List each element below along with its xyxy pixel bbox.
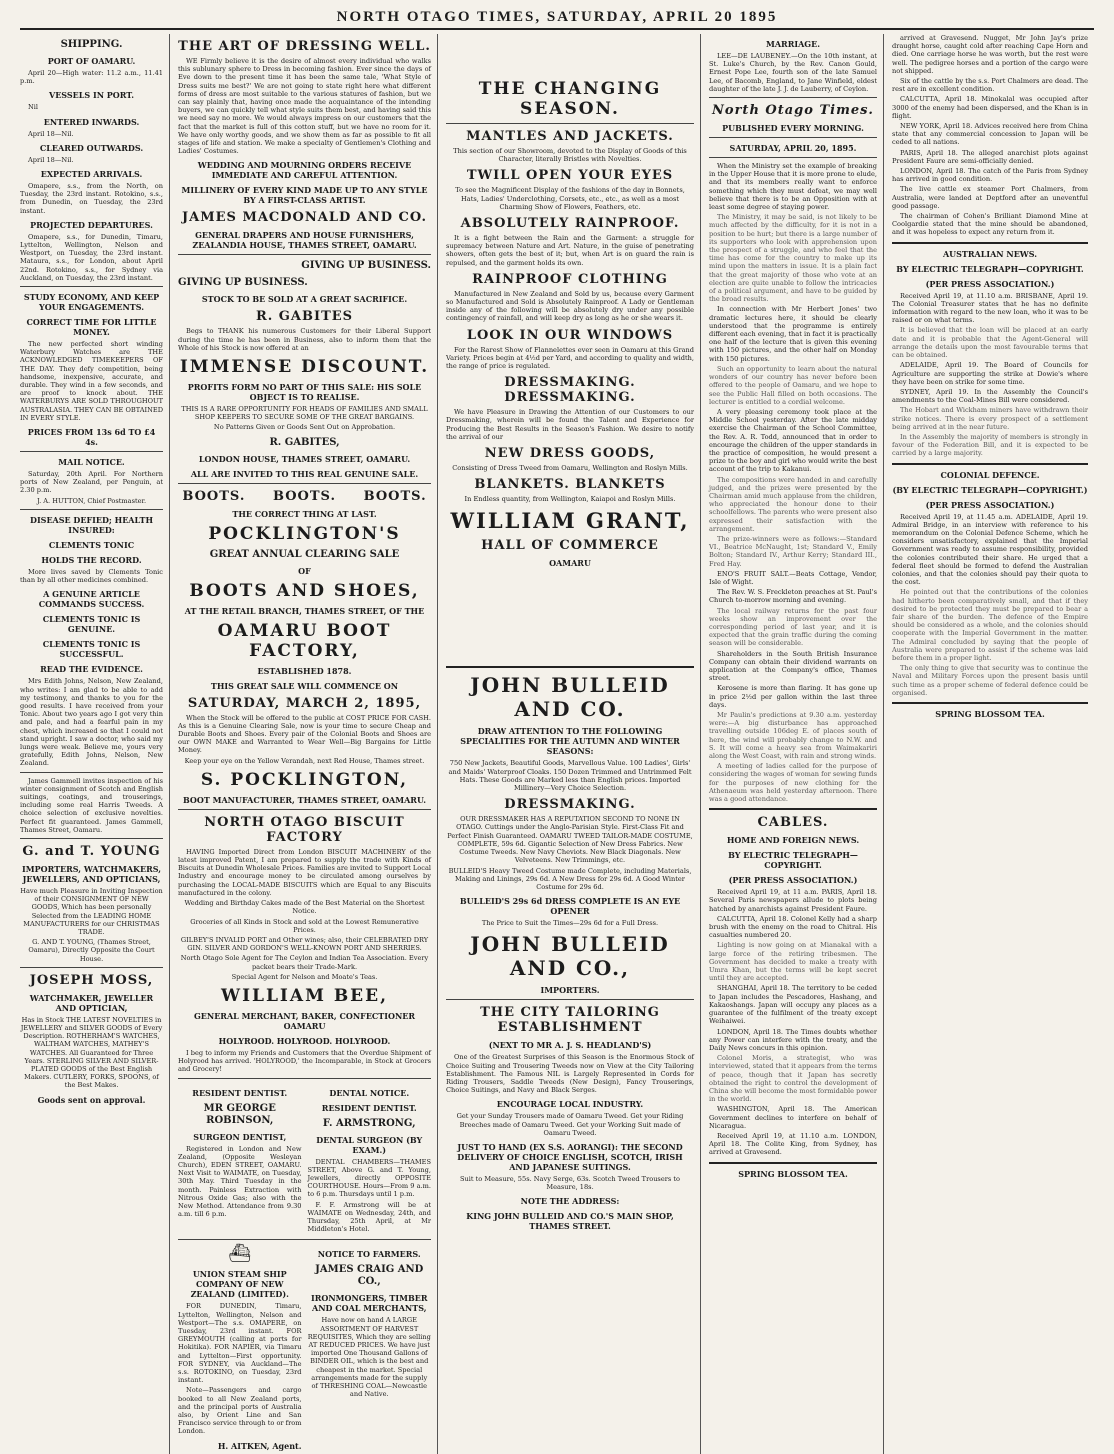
- dental-notice: DENTAL NOTICE.: [329, 1087, 410, 1098]
- suit-price: Suit to Measure, 55s. Navy Serge, 63s. Scotch Tweed Trousers to Measure, 18s.: [460, 1174, 680, 1192]
- vessels-heading: VESSELS IN PORT.: [48, 90, 134, 101]
- windows-heading: LOOK IN OUR WINDOWS: [466, 327, 674, 343]
- newspaper-columns: [20, 34, 1094, 1451]
- craig-sub: IRONMONGERS, TIMBER AND COAL MERCHANTS,: [310, 1293, 428, 1314]
- rainproof-clothing-text: Manufactured in New Zealand and Sold by us, because every Garment so Manufactured and Sold is Absolutely Rainproof. A Lady or Gentleman inside any of the following will be absolutely dry under any possible contingency of rainfall, and will keep dry as long as he or she wears it.: [446, 289, 694, 323]
- column-advertisements-1: [178, 34, 438, 1454]
- boots-and-shoes: BOOTS AND SHOES,: [189, 580, 420, 601]
- bulleid-title-2: JOHN BULLEID AND CO.,: [470, 932, 670, 981]
- pocklington-sub-2: BOOT MANUFACTURER, THAMES STREET, OAMARU.: [183, 794, 426, 805]
- colonial-press: (PER PRESS ASSOCIATION.): [925, 499, 1055, 510]
- clearing-sale: GREAT ANNUAL CLEARING SALE: [209, 548, 400, 560]
- bulleid-sub: DRAW ATTENTION TO THE FOLLOWING SPECIALITIES FOR THE AUTUMN AND WINTER SEASONS:: [460, 726, 680, 757]
- stock-sacrifice: STOCK TO BE SOLD AT A GREAT SACRIFICE.: [201, 294, 408, 305]
- armstrong-text: DENTAL CHAMBERS—THAMES STREET, Above G. and T. Young, Jewellers, directly OPPOSITE COURTHOUSE. Hours—From 9 a.m. to 6 p.m. Thursdays until 1 p.m.: [307, 1157, 431, 1199]
- sale-date: SATURDAY, MARCH 2, 1895,: [187, 695, 422, 711]
- robinson-sub: SURGEON DENTIST,: [193, 1131, 287, 1142]
- tailoring-text: One of the Greatest Surprises of this Season is the Enormous Stock of Choice Suiting and Trousering Tweeds now on View at the City Tailoring Establishment. The Famous NIL is Largely Represented in Cords for Riding Trousers, Saddle Tweeds (New Design), Fancy Trouserings, Choice Suitings, and Navy and Black Serges.: [446, 1053, 694, 1095]
- encourage-heading: ENCOURAGE LOCAL INDUSTRY.: [496, 1099, 644, 1110]
- disease-heading: DISEASE DEFIED; HEALTH INSURED:: [30, 514, 153, 535]
- profits-text: PROFITS FORM NO PART OF THIS SALE: HIS SOLE OBJECT IS TO REALISE.: [187, 382, 422, 403]
- genuine-heading: A GENUINE ARTICLE COMMANDS SUCCESS.: [38, 589, 145, 610]
- boots-row: BOOTS. BOOTS. BOOTS.: [182, 488, 427, 504]
- cables-text-4: LONDON, April 18. The Times doubts whether any Power can interfere with the treaty, and the Daily News concurs in this opinion.: [709, 1027, 877, 1052]
- aitken-agent: H. AITKEN, Agent.: [217, 1440, 302, 1451]
- cables-text-6: Received April 19, at 11.10 a.m. LONDON, April 18. The Colite King, from Sydney, has arrived at Gravesend.: [709, 1131, 877, 1157]
- macdonald-sub: GENERAL DRAPERS AND HOUSE FURNISHERS, ZEALANDIA HOUSE, THAMES STREET, OAMARU.: [192, 230, 417, 251]
- study-heading: STUDY ECONOMY, AND KEEP YOUR ENGAGEMENTS.: [23, 292, 160, 313]
- wedding-orders: WEDDING AND MOURNING ORDERS RECEIVE IMMEDIATE AND CAREFUL ATTENTION.: [197, 160, 412, 181]
- no-patterns: No Patterns Given or Goods Sent Out on Approbation.: [213, 423, 396, 432]
- cables-title: CABLES.: [757, 815, 829, 831]
- oamaru-boot-factory: OAMARU BOOT FACTORY,: [217, 620, 392, 661]
- groceries: Groceries of all Kinds in Stock and sold at the Lowest Remunerative Prices.: [190, 917, 419, 934]
- armstrong-title: F. ARMSTRONG,: [322, 1117, 416, 1129]
- bulleid-title: JOHN BULLEID AND CO.: [470, 673, 670, 722]
- verandah-text: Keep your eye on the Yellow Verandah, next Red House, Thames street.: [184, 756, 425, 765]
- kerosene-text: Kerosene is more than flaring. It has gone up in price 2½d per gallon within the last three days.: [709, 684, 877, 709]
- dressmaking-text-2: OUR DRESSMAKER HAS A REPUTATION SECOND TO NONE IN OTAGO. Cuttings under the Anglo-Parisian Style. First-Class Fit and Perfect Finish Guaranteed. OAMARU TWEED TAILOR-MADE COSTUME, COMPLETE, 59s 6d. Gigantic Selection of New Dress Fabrics. New Costume Tweeds. New Navy Cheviots. New Black Diagonals. New Velveteens. New Trimmings, etc.: [447, 815, 693, 865]
- insurance-text: Shareholders in the South British Insurance Company can obtain their dividend warrants on application at the Company's office, Thames street.: [709, 649, 877, 683]
- union-steam-title: UNION STEAM SHIP COMPANY OF NEW ZEALAND (LIMITED).: [190, 1269, 289, 1300]
- dressmaking-heading-2: DRESSMAKING.: [504, 797, 636, 813]
- main-shop-address: KING JOHN BULLEID AND CO.'S MAIN SHOP, THAMES STREET.: [466, 1211, 674, 1232]
- commence: THIS GREAT SALE WILL COMMENCE ON: [210, 680, 399, 691]
- blankets-text: In Endless quantity, from Wellington, Kaiapoi and Roslyn Mills.: [464, 495, 676, 504]
- mantles-heading: MANTLES AND JACKETS.: [466, 129, 674, 144]
- postmaster: J. A. HUTTON, Chief Postmaster.: [36, 496, 147, 505]
- gabites-title-2: R. GABITES,: [269, 436, 340, 448]
- clements-heading-4: CLEMENTS TONIC IS SUCCESSFUL.: [42, 639, 141, 660]
- robinson-title: MR GEORGE ROBINSON,: [203, 1102, 276, 1126]
- tide-text: April 20—High water: 11.2 a.m., 11.41 p.m.: [20, 69, 163, 86]
- windows-text: For the Rarest Show of Flannelettes ever seen in Oamaru at this Grand Variety. Prices begin at 4½d per Yard, and according to quality and width, the range of price is regulated.: [446, 345, 694, 371]
- resident-dentist: RESIDENT DENTIST.: [192, 1087, 288, 1098]
- resident-dentist-2: RESIDENT DENTIST.: [321, 1102, 417, 1113]
- bulleid-price: The Price to Suit the Times—29s 6d for a Full Dress.: [481, 919, 659, 928]
- importers: IMPORTERS.: [540, 985, 600, 996]
- steamship-icon: ⛴: [228, 1243, 252, 1265]
- of-text: OF: [298, 565, 311, 576]
- craig-title: JAMES CRAIG AND CO.,: [315, 1264, 424, 1288]
- news-text-7: The live cattle ex steamer Port Chalmers, from Australia, were landed at Deptford after an uneventful good passage.: [892, 185, 1088, 210]
- moss-footer: Goods sent on approval.: [37, 1094, 146, 1105]
- tea-agent: North Otago Sole Agent for The Ceylon and Indian Tea Association. Every packet bears their Trade-Mark.: [180, 954, 429, 971]
- correct-thing: THE CORRECT THING AT LAST.: [232, 508, 377, 519]
- bulleid-tweed: BULLEID'S Heavy Tweed Costume made Complete, including Materials, Making and Linings, 29s 6d. A New Dress for 29s 6d. A Good Winter Costume for 29s 6d.: [448, 866, 692, 891]
- moss-title: JOSEPH MOSS,: [29, 972, 154, 988]
- mail-heading: MAIL NOTICE.: [58, 457, 125, 468]
- encourage-text: Get your Sunday Trousers made of Oamaru Tweed. Get your Riding Breeches made of Oamaru Tweed. Get your Working Suit made of Oamaru Tweed.: [456, 1112, 684, 1137]
- rainproof-heading: ABSOLUTELY RAINPROOF.: [460, 216, 680, 232]
- sale-text: When the Stock will be offered to the public at COST PRICE FOR CASH. As this is a Genuine Clearing Sale, now is your time to secure Cheap and Durable Boots and Shoes. Every pair of the Colonial Boots and Shoes are our OWN MAKE and Warranted to Wear Well—Big Bargains for Little Money.: [178, 713, 431, 755]
- william-grant-title: WILLIAM GRANT,: [450, 508, 690, 534]
- cables-text-2: CALCUTTA, April 18. Colonel Kelly had a sharp brush with the enemy on the road to Chitral. His casualties numbered 20.: [709, 914, 877, 940]
- correct-time-heading: CORRECT TIME FOR LITTLE MONEY.: [26, 317, 157, 338]
- clements-text: More lives saved by Clements Tonic than by all other medicines combined.: [20, 567, 163, 585]
- departures-text: Omapere, s.s., for Dunedin, Timaru, Lyttelton, Wellington, Nelson and Westport, on Tuesday, the 23rd instant. Mataura, s.s., for London, about April 22nd. Rotokino, s.s., for Sydney via Auckland, on Tuesday, the 23rd instant.: [20, 232, 163, 282]
- giving-up-2: GIVING UP BUSINESS.: [178, 277, 308, 289]
- clements-heading-3: CLEMENTS TONIC IS GENUINE.: [42, 614, 141, 635]
- editorial-para-3: A very pleasing ceremony took place at the Middle School yesterday. After the late midday exercise the Chairman of the School Committee, the Rev. A. R. Todd, announced that in order to encourage the children of the upper standards in the practice of composition, he would present a prize to the boy and girl who would write the best account of the trip to Kakanui.: [709, 407, 877, 474]
- australian-text-3: SYDNEY, April 19. In the Assembly the Council's amendments to the Coal-Mines Bill were considered.: [892, 387, 1088, 405]
- column-shipping: [20, 34, 170, 1454]
- editorial-para-2: In connection with Mr Herbert Jones' two dramatic lectures here, it should be clearly understood that the programme is entirely different each evening, that in fact it is practically one half of the lecture that is given this evening with 150 pictures, and the other half on Monday with 150 pictures.: [709, 305, 877, 363]
- marriage-heading: MARRIAGE.: [765, 39, 821, 49]
- young-text: Have much Pleasure in Inviting Inspection of their CONSIGNMENT OF NEW GOODS, Which has been personally Selected from the LEADING HOME MANUFACTURERS for our CHRISTMAS TRADE.: [20, 886, 163, 936]
- australian-text-2: ADELAIDE, April 19. The Board of Councils for Agriculture are supporting the strike at Dowie's where they have been on strike for some time.: [892, 361, 1088, 386]
- grant-oamaru: OAMARU: [549, 558, 591, 569]
- new-dress-text: Consisting of Dress Tweed from Oamaru, Wellington and Roslyn Mills.: [452, 464, 688, 473]
- william-bee-title: WILLIAM BEE,: [220, 985, 389, 1006]
- news-text-6: LONDON, April 18. The catch of the Paris from Sydney has arrived in good condition.: [892, 167, 1088, 184]
- published: PUBLISHED EVERY MORNING.: [722, 123, 864, 134]
- nil-text: Nil: [28, 103, 38, 112]
- news-text-3: CALCUTTA, April 18. Minokalal was occupied after 3000 of the enemy had been dispersed, and the Khan is in flight.: [892, 95, 1088, 120]
- news-text-5: PARIS, April 18. The alleged anarchist plots against President Faure are semi-officially denied.: [892, 148, 1088, 165]
- william-bee-sub: GENERAL MERCHANT, BAKER, CONFECTIONER OAMARU: [193, 1010, 416, 1031]
- colonial-text: Received April 19, at 11.45 a.m. ADELAIDE, April 19. Admiral Bridge, in an interview with reference to his memorandum on the Colonial Defence Scheme, which he considers unsatisfactory, explained that the Imperial Government was ready to assume responsibility, provided the colonies contributed their share. He urged that a federal fleet should be formed to defend the Australian colonies, and that the colonies should pay their quota to the cost.: [892, 512, 1088, 587]
- macdonald-title: JAMES MACDONALD AND CO.: [182, 210, 427, 226]
- craig-text: Have now on hand A LARGE ASSORTMENT OF HARVEST REQUISITES, Which they are selling AT REDUCED PRICES. We have just imported One Thousand Gallons of BINDER OIL, which is the best and cheapest in the market. Special arrangements made for the supply of THRESHING COAL—Newcastle and Native.: [307, 1316, 431, 1399]
- column-news: arrived at Gravesend. Nugget, Mr John Jay's prize draught horse, caught cold after reaching Cape Horn and died. One carriage horse he was worth, but the rest were well. The pedigree horses and a portion of the cargo were not shipped. Six of the cattle by the s.s. Port Chalmers are dead. The rest are in excellent condition. CALCUTTA, April 18. Minokalal was occupied after 3000 of the enemy had been dispersed, and the Khan is in flight. NEW YORK, April 18. Advices received here from China state that any commercial concession to Japan will be ceded to all nations. PARIS, April 18. The alleged anarchist plots against President Faure are semi-officially denied. LONDON, April 18. The catch of the Paris from Sydney has arrived in good condition. The live cattle ex steamer Port Chalmers, from Australia, were landed at Deptford after an uneventful good passage. The chairman of Cohen's Brilliant Diamond Mine at Coolgardie stated that the mine should be abandoned, and it was hopeless to expect any return from it. AUSTRALIAN NEWS. BY ELECTRIC TELEGRAPH—COPYRIGHT. (PER PRESS ASSOCIATION.) Received April 19, at 11.10 a.m. BRISBANE, April 19. The Colonial Treasurer states that he has no definite information with regard to the new loan, who it was to be raised or on what terms. It is believed that the loan will be placed at an early date and it is probable that the Agent-General will arrange the details upon the most favourable terms that can be obtained. ADELAIDE, April 19. The Board of Councils for Agriculture are supporting the strike at Dowie's where they have been on strike for some time. SYDNEY, April 19. In the Assembly the Council's amendments to the Coal-Mines Bill were considered. The Hobart and Wickham miners have withdrawn their strike notices. There is every prospect of a settlement being arrived at in the near future. In the Assembly the majority of members is strongly in favour of the Federation Bill, and it is expected to be carried by a large majority. COLONIAL DEFENCE. (BY ELECTRIC TELEGRAPH—COPYRIGHT.) (PER PRESS ASSOCIATION.) Received April 19, at 11.45 a.m. ADELAIDE, April 19. Admiral Bridge, in an interview with reference to his memorandum on the Colonial Defence Scheme, which he considers unsatisfactory, explained that the Imperial Government was ready to assume responsibility, provided the colonies contributed their share. He urged that a federal fleet should be formed to defend the Australian colonies, and that the colonies should pay their quota to the cost. He pointed out that the contributions of the colonies had hitherto been comparatively small, and that if they desired to be protected they must be prepared to bear a fair share of the burden. The defence of the Empire should be considered as a whole, and the colonies should cooperate with the Imperial Government in the matter. The Admiral concluded by saying that the people of Australia were prepared to assist if the scheme was laid before them in a proper light. The only thing to give that security was to continue the Naval and Military Forces upon the present basis until such time as a proper scheme of federal defence could be organised. SPRING BLOSSOM TEA.: [892, 34, 1088, 719]
- bulleid-items: 750 New Jackets, Beautiful Goods, Marvellous Value. 100 Ladies', Girls' and Maids' Waterproof Cloaks. 150 Dozen Trimmed and Untrimmed Felt Hats. These Goods are Marked less than English prices. Imported Millinery—Very Choice Selection.: [448, 759, 692, 793]
- freckleton-text: The Rev. W. S. Freckleton preaches at St. Paul's Church to-morrow morning and evening.: [709, 588, 877, 605]
- waimate-visit: F. F. Armstrong will be at WAIMATE on Wednesday, 24th, and Thursday, 25th April, at Mr Middleton's Hotel.: [307, 1200, 431, 1234]
- colonial-by: (BY ELECTRIC TELEGRAPH—COPYRIGHT.): [892, 484, 1088, 495]
- cables-text-3: SHANGHAI, April 18. The territory to be ceded to Japan includes the Pescadores, Hashang, and Kakaoshangs. Japan will occupy any places as a guarantee of the fulfilment of the treaty except Weihaiwei.: [709, 984, 877, 1026]
- australian-press: (PER PRESS ASSOCIATION.): [925, 278, 1055, 289]
- bulleid-eye-opener: BULLEID'S 29s 6d DRESS COMPLETE IS AN EYE OPENER: [459, 896, 681, 917]
- masthead: NORTH OTAGO TIMES, SATURDAY, APRIL 20 1895: [20, 6, 1094, 30]
- all-invited: ALL ARE INVITED TO THIS REAL GENUINE SALE.: [190, 468, 419, 479]
- entered-heading: ENTERED INWARDS.: [43, 116, 140, 127]
- australian-news-title: AUSTRALIAN NEWS.: [942, 248, 1038, 259]
- cleared-heading: CLEARED OUTWARDS.: [39, 142, 144, 153]
- enos-text: ENO'S FRUIT SALT.—Beats Cottage, Vendor, Isle of Wight.: [709, 569, 877, 586]
- armstrong-sub: DENTAL SURGEON (BY EXAM.): [316, 1134, 423, 1155]
- special-agent: Special Agent for Nelson and Moate's Teas.: [231, 972, 378, 981]
- spring-blossom-tea-2: SPRING BLOSSOM TEA.: [935, 709, 1045, 719]
- moss-text: Has in Stock THE LATEST NOVELTIES in JEWELLERY and SILVER GOODS of Every Description. ROTHERHAM'S WATCHES, WALTHAM WATCHES, MATHEY'S WATCHES. All Guaranteed for Three Years. STERLING SILVER AND SILVER-PLATED GOODS of the Best English Makers. CUTLERY, FORKS, SPOONS, of the Best Makes.: [20, 1015, 163, 1090]
- young-sub: IMPORTERS, WATCHMAKERS, JEWELLERS, AND OPTICIANS,: [21, 863, 161, 884]
- evidence-text: Mrs Edith Johns, Nelson, New Zealand, who writes: I am glad to be able to add my testimony, and thanks to you for the good results. I have received from your Tonic. About two years ago I got very thin and pale, and had a fearful pain in my chest, which increased so that I could not stand upright. I saw a doctor, who said my lungs were weak. Believe me, yours very gratefully, Edith Johns, Nelson, New Zealand.: [20, 677, 163, 768]
- watch-text: The new perfected short winding Waterbury Watches are THE ACKNOWLEDGED TIMEKEEPERS OF THE DAY. They defy competition, being handsome, inexpensive, accurate, and durable. They wind in a few seconds, and are proof to knock about. THE WATERBURYS ARE SOLD THROUGHOUT AUSTRALASIA. THEY CAN BE OBTAINED IN EVERY STYLE.: [20, 340, 163, 422]
- mantles-text: This section of our Showroom, devoted to the Display of Goods of this Character, literally Bristles with Novelties.: [453, 147, 687, 164]
- departures-heading: PROJECTED DEPARTURES.: [30, 219, 153, 230]
- mail-text: Saturday, 20th April. For Northern ports of New Zealand, per Penguin, at 2.30 p.m.: [20, 470, 163, 495]
- entered-text: April 18—Nil.: [28, 129, 74, 138]
- watch-prices: PRICES FROM 13s 6d TO £4 4s.: [27, 427, 156, 448]
- rainproof-text: It is a fight between the Rain and the Garment: a struggle for supremacy between Nature and Art. Nature, in the guise of penetrating showers, often gets the best of it; but, when Art is on guard the rain is repulsed, and the garment holds its own.: [446, 234, 694, 267]
- cleared-text: April 18—Nil.: [28, 155, 74, 164]
- pocklington-title-2: S. POCKLINGTON,: [200, 769, 409, 790]
- holyrood-heading: HOLYROOD. HOLYROOD. HOLYROOD.: [218, 1035, 391, 1046]
- cables-sub: HOME AND FOREIGN NEWS.: [726, 835, 860, 846]
- shipping-title: SHIPPING.: [60, 39, 123, 50]
- tailoring-sub: (NEXT TO MR A. J. S. HEADLAND'S): [488, 1040, 652, 1051]
- gammell-text: James Gammell invites inspection of his winter consignment of Scotch and English suitings, coatings, and trouserings, including some real Harris Tweeds. A choice selection of exclusive novelties. Perfect fit guaranteed. James Gammell, Thames Street, Oamaru.: [20, 776, 163, 834]
- gabites-text: Begs to THANK his numerous Customers for their Liberal Support during the time he has been in Business, also to inform them that the Whole of his Stock is now offered at an: [178, 327, 431, 352]
- tailoring-title: THE CITY TAILORING ESTABLISHMENT: [480, 1005, 660, 1036]
- union-steam-note: Note—Passengers and cargo booked to all New Zealand ports, and the principal ports of Australia also, by Orient Line and San Francisco service through to or from London.: [178, 1386, 302, 1436]
- wedding-cakes: Wedding and Birthday Cakes made of the Best Material on the Shortest Notice.: [184, 899, 425, 916]
- art-of-dressing-text: WE Firmly believe it is the desire of almost every individual who walks this sublunary sphere to Dress in becoming fashion. Ever since the days of Eve down to the present time it has been the same tale, 'What Style of Dress suits me best?' We are not going to state right here what different forms of dress are most suitable to the various statures of fashion, but we can say plainly that, having once made the acquaintance of the intending buyers, we can quickly tell what style suits them best, and having said this we need say no more. We would always impress on our customers that the fact that the market is full of this cotton stuff, but we have no room for it. We have only worthy goods, and we show them as far as possible to fit all stages of life and station. We make a specialty of Gentlemen's Clothing and Ladies' Costumes.: [178, 57, 431, 156]
- clements-heading-2: HOLDS THE RECORD.: [41, 554, 142, 565]
- millinery: MILLINERY OF EVERY KIND MADE UP TO ANY STYLE BY A FIRST-CLASS ARTIST.: [181, 185, 428, 206]
- established: ESTABLISHED 1878.: [257, 665, 352, 676]
- paper-title: North Otago Times.: [712, 103, 874, 119]
- immense-discount: IMMENSE DISCOUNT.: [179, 357, 430, 378]
- gilbey-text: GILBEY'S INVALID PORT and Other wines; also, their CELEBRATED DRY GIN. SILVER AND GORDON'S WELL-KNOWN PORT AND SHERRIES.: [180, 935, 429, 953]
- twill-heading: TWILL OPEN YOUR EYES: [466, 168, 674, 184]
- spring-blossom-tea-1: SPRING BLOSSOM TEA.: [738, 1168, 848, 1179]
- moss-sub: WATCHMAKER, JEWELLER AND OPTICIAN,: [29, 992, 154, 1013]
- note-address: NOTE THE ADDRESS:: [520, 1196, 620, 1207]
- news-text-1: arrived at Gravesend. Nugget, Mr John Jay's prize draught horse, caught cold after reaching Cape Horn and died. One carriage horse he was worth, but the rest were well. The pedigree horses and a portion of the cargo were not shipped.: [892, 34, 1088, 75]
- news-text-8: The chairman of Cohen's Brilliant Diamond Mine at Coolgardie stated that the mine should be abandoned, and it was hopeless to expect any return from it.: [892, 212, 1088, 237]
- editorial-date: SATURDAY, APRIL 20, 1895.: [729, 143, 857, 154]
- evidence-heading: READ THE EVIDENCE.: [40, 664, 143, 675]
- biscuit-text: HAVING Imported Direct from London BISCUIT MACHINERY of the latest improved Patent, I am prepared to supply the trade with Kinds of Biscuits at Dunedin Wholesale Prices. Families are invited to Support Local Industry and encourage money to be circulated among ourselves by purchasing the LOCAL-MADE BISCUITS which are Equal to any Biscuits manufactured in the colony.: [178, 847, 431, 897]
- australian-text-1: Received April 19, at 11.10 a.m. BRISBANE, April 19. The Colonial Treasurer states that he has no definite information with regard to the new loan, who it was to be raised or on what terms.: [892, 291, 1088, 325]
- dressmaking-heading: DRESSMAKING. DRESSMAKING.: [504, 375, 636, 406]
- cables-text-1: Received April 19, at 11 a.m. PARIS, April 18. Several Paris newspapers allude to plots being hatched by anarchists against President Faure.: [709, 888, 877, 913]
- editorial-para-1: When the Ministry set the example of breaking in the Upper House that it is more prone to elude, and that its members really want to enforce something which they must defeat, we may well believe that there is to be an Opposition with at least some degree of staying power.: [709, 162, 878, 212]
- expected-heading: EXPECTED ARRIVALS.: [40, 169, 143, 180]
- holyrood-text: I beg to inform my Friends and Customers that the Overdue Shipment of Holyrood has arrived. 'HOLYROOD,' the Incomparable, in Stock at Grocers and Grocery!: [178, 1048, 431, 1074]
- australian-by: BY ELECTRIC TELEGRAPH—COPYRIGHT.: [896, 263, 1084, 274]
- young-title: G. and T. YOUNG: [22, 843, 161, 859]
- news-text-2: Six of the cattle by the s.s. Port Chalmers are dead. The rest are in excellent condition.: [892, 77, 1088, 94]
- robinson-text: Registered in London and New Zealand, (Opposite Wesleyan Church), EDEN STREET, OAMARU. Next Visit to WAIMATE, on Tuesday, 30th May. Third Tuesday in the month. Painless Extraction with Nitrous Oxide Gas; also with the New Method. Attendance from 9.30 a.m. till 6 p.m.: [178, 1144, 302, 1219]
- new-dress-heading: NEW DRESS GOODS,: [484, 446, 656, 462]
- retail-branch: AT THE RETAIL BRANCH, THAMES STREET, OF THE: [184, 605, 425, 616]
- changing-season-title: THE CHANGING SEASON.: [478, 79, 662, 119]
- twill-text: To see the Magnificent Display of the fashions of the day in Bonnets, Hats, Ladies' Underclothing, Corsets, etc., etc., as well as a most Charming Show of Flowers, Feathers, etc.: [455, 186, 685, 211]
- clements-heading-1: CLEMENTS TONIC: [48, 539, 135, 550]
- giving-up-1: GIVING UP BUSINESS.: [301, 260, 431, 272]
- opportunity-text: THIS IS A RARE OPPORTUNITY FOR HEADS OF FAMILIES AND SMALL SHOP KEEPERS TO SECURE SOME OF THE GREAT BARGAINS.: [181, 405, 428, 422]
- biscuit-factory-title: NORTH OTAGO BISCUIT FACTORY: [204, 814, 405, 845]
- young-address: G. AND T. YOUNG, (Thames Street, Oamaru), Directly Opposite the Court House.: [28, 938, 155, 963]
- art-of-dressing-title: THE ART OF DRESSING WELL.: [178, 39, 431, 54]
- cables-press: (PER PRESS ASSOCIATION.): [728, 875, 858, 886]
- news-text-4: NEW YORK, April 18. Advices received here from China state that any commercial concession to Japan will be ceded to all nations.: [892, 122, 1088, 147]
- gabites-sub-2: LONDON HOUSE, THAMES STREET, OAMARU.: [198, 453, 411, 464]
- hall-of-commerce: HALL OF COMMERCE: [481, 538, 659, 554]
- column-advertisements-2: [446, 34, 701, 1454]
- union-steam-text: FOR DUNEDIN, Timaru, Lyttelton, Wellington, Nelson and Westport—The s.s. OMAPERE, on Tuesday, 23rd instant. FOR GREYMOUTH (calling at ports for Hokitika). FOR NAPIER, via Timaru and Lyttelton—First opportunity. FOR SYDNEY, via Auckland—The s.s. ROTOKINO, on Tuesday, 23rd instant.: [178, 1302, 302, 1385]
- port-heading: PORT OF OAMARU.: [47, 56, 136, 66]
- marriage-text: LEE—DE LAUBENEY.—On the 10th instant, at St. Luke's Church, by the Rev. Canon Gould, Ernest Pope Lee, fourth son of the late Samuel Lee, of Bacomb, England, to Jane Winfield, eldest daughter of the late J. J. de Lauberry, of Ceylon.: [709, 52, 877, 93]
- expected-text: Omapere, s.s., from the North, on Tuesday, the 23rd instant. Rotokino, s.s., from Dunedin, on Tuesday, the 23rd instant.: [20, 182, 163, 215]
- colonial-defence-title: COLONIAL DEFENCE.: [940, 469, 1040, 480]
- blankets-heading: BLANKETS. BLANKETS: [474, 477, 666, 493]
- gabites-title: R. GABITES: [255, 309, 354, 325]
- cables-by: BY ELECTRIC TELEGRAPH—COPYRIGHT.: [728, 850, 858, 871]
- just-to-hand: JUST TO HAND (EX S.S. AORANGI): THE SECOND DELIVERY OF CHOICE ENGLISH, SCOTCH, IRISH AND JAPANESE SUITINGS.: [457, 1141, 683, 1172]
- dressmaking-text: We have Pleasure in Drawing the Attention of our Customers to our Dressmaking, wherein will be found the Talent and Experience for Producing the Best Results in the Season's Fashion. We desire to notify the arrival of our: [446, 408, 694, 441]
- farmers-notice: NOTICE TO FARMERS.: [317, 1249, 421, 1260]
- rainproof-clothing-heading: RAINPROOF CLOTHING: [472, 271, 668, 287]
- cables-text-5: WASHINGTON, April 18. The American Government declines to interfere on behalf of Nicaragua.: [709, 1105, 877, 1130]
- pocklington-title: POCKLINGTON'S: [208, 523, 401, 544]
- column-editorial: MARRIAGE. LEE—DE LAUBENEY.—On the 10th instant, at St. Luke's Church, by the Rev. Canon Gould, Ernest Pope Lee, fourth son of the late Samuel Lee, of Bacomb, England, to Jane Winfield, eldest daughter of the late J. J. de Lauberry, of Ceylon. North Otago Times. PUBLISHED EVERY MORNING. SATURDAY, APRIL 20, 1895. When the Ministry set the example of breaking in the Upper House that it is more prone to elude, and that its members really want to enforce something which they must defeat, we may well believe that there is to be an Opposition with at least some degree of staying power. The Ministry, it may be said, is not likely to be much affected by the difficulty, for it is not in a position to be hurt; but there is a large number of its supporters who look with apprehension upon the prospect of a struggle, and who feel that the time has come for the country to make up its mind upon the matters in issue. It is a plain fact that the great majority of those who vote at an election are quite unable to follow the intricacies of a political argument, and have to be guided by the broad results. In connection with Mr Herbert Jones' two dramatic lectures here, it should be clearly understood that the programme is entirely different each evening, that in fact it is practically one half of the lecture that is given this evening with 150 pictures, and the other half on Monday with 150 pictures. Such an opportunity to learn about the natural wonders of our country has never before been offered to the people of Oamaru, and we hope to see the Public Hall filled on both occasions. The lecturer is entitled to a cordial welcome. A very pleasing ceremony took place at the Middle School yesterday. After the late midday exercise the Chairman of the School Committee, the Rev. A. R. Todd, announced that in order to encourage the children of the upper standards in the practice of composition, he would present a prize to the boy and girl who would write the best account of the trip to Kakanui. The compositions were handed in and carefully judged, and the prizes were presented by the Chairman amid much applause from the children, who appreciated the honour done to their schoolfellows. The parents who were present also expressed their satisfaction with the arrangement. The prize-winners were as follows:—Standard VI., Beatrice McNaught, 1st; Standard V., Emily Bolton; Standard IV., Arthur Kerry; Standard III., Fred Hay. ENO'S FRUIT SALT.—Beats Cottage, Vendor, Isle of Wight. The Rev. W. S. Freckleton preaches at St. Paul's Church to-morrow morning and evening. The local railway returns for the past four weeks show an improvement over the corresponding period of last year, and it is expected that the grain traffic during the coming season will be considerable. Shareholders in the South British Insurance Company can obtain their dividend warrants on application at the Company's office, Thames street. Kerosene is more than flaring. It has gone up in price 2½d per gallon within the last three days. Mr Paulin's predictions at 9.30 a.m. yesterday were:—A big disturbance has approached travelling outside 106deg E. of places south of here, the wind will probably change to N.W. and S. It will come a heavy sea from Waimakariri along the West Coast, with rain and strong winds. A meeting of ladies called for the purpose of considering the wages of woman for sewing funds for the purposes of new clothing for the Athenaeum was held yesterday afternoon. There was a good attendance. CABLES. HOME AND FOREIGN NEWS. BY ELECTRIC TELEGRAPH—COPYRIGHT. (PER PRESS ASSOCIATION.) Received April 19, at 11 a.m. PARIS, April 18. Several Paris newspapers allude to plots being hatched by anarchists against President Faure. CALCUTTA, April 18. Colonel Kelly had a sharp brush with the enemy on the road to Chitral. His casualties numbered 20. Lighting is now going on at Mianakal with a large force of the retiring tribesmen. The Government has decided to make a treaty with Umra Khan, but the terms will be kept secret until they are accepted. SHANGHAI, April 18. The territory to be ceded to Japan includes the Pescadores, Hashang, and Kakaoshangs. Japan will occupy any places as a guarantee of the fulfilment of the treaty except Weihaiwei. LONDON, April 18. The Times doubts whether any Power can interfere with the treaty, and the Daily News concurs in this opinion. Colonel Moris, a strategist, who was interviewed, stated that it appears from the terms of peace, though that it Japan has secretly obtained the right to control the development of China she will become the most formidable power in the world. WASHINGTON, April 18. The American Government declines to interfere on behalf of Nicaragua. Received April 19, at 11.10 a.m. LONDON, April 18. The Colite King, from Sydney, has arrived at Gravesend. SPRING BLOSSOM TEA.: [709, 34, 884, 1454]
